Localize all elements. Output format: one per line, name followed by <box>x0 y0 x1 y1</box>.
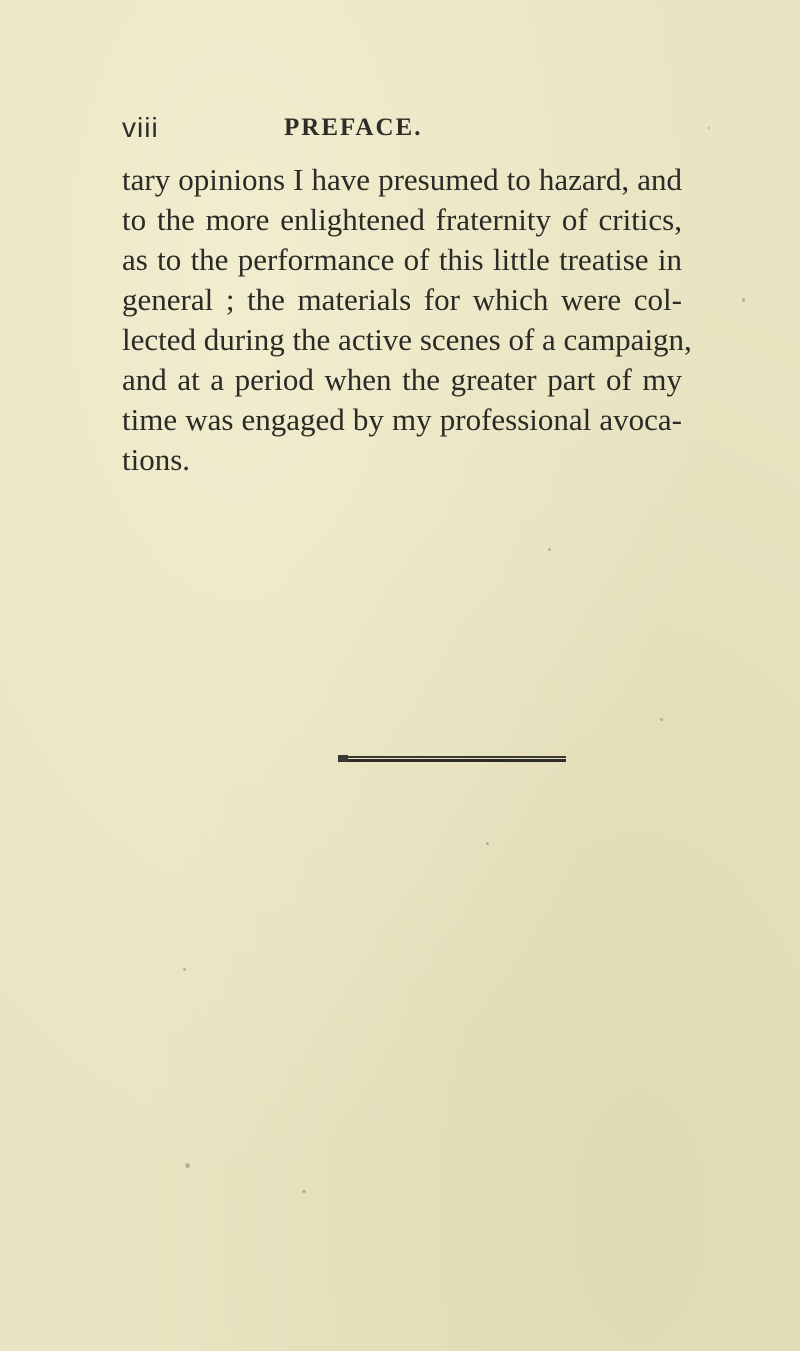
text-line: lected during the active scenes of a campaign, <box>122 322 692 357</box>
page-number: viii <box>122 112 159 143</box>
running-head <box>122 112 682 146</box>
paper-speck <box>742 298 745 302</box>
paper-speck <box>302 1190 306 1193</box>
text-line: time was engaged by my professional avoca- <box>122 402 682 437</box>
body-paragraph <box>122 160 692 480</box>
text-line: tary opinions I have presumed to hazard, and <box>122 162 682 197</box>
paper-speck <box>486 842 489 845</box>
paper-speck <box>183 968 186 971</box>
paper-speck <box>660 718 663 721</box>
paper-speck <box>185 1163 190 1168</box>
ornamental-rule <box>338 754 566 763</box>
text-line: tions. <box>122 442 191 477</box>
paper-speck <box>708 127 710 129</box>
text-line: as to the performance of this little treatise in <box>122 242 682 277</box>
text-line: to the more enlightened fraternity of critics, <box>122 202 682 237</box>
running-title: PREFACE. <box>284 114 423 141</box>
text-line: general ; the materials for which were col- <box>122 282 682 317</box>
paper-speck <box>548 548 551 551</box>
text-line: and at a period when the greater part of my <box>122 362 682 397</box>
